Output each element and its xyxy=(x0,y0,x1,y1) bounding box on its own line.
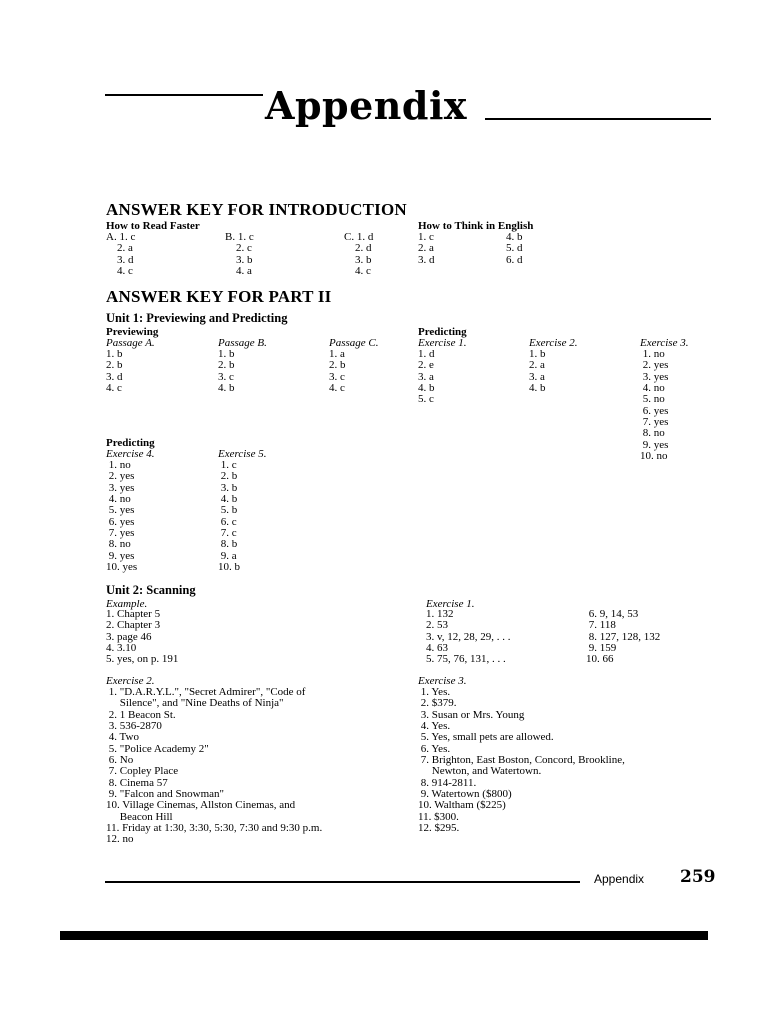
list-item: 4. c xyxy=(344,265,371,278)
list-item: 9. a xyxy=(218,549,237,562)
list-item: 3. c xyxy=(329,370,345,383)
list-item: 10. no xyxy=(640,450,668,463)
list-item: 8. 914-2811. xyxy=(418,776,477,789)
list-item: A. 1. c xyxy=(106,231,136,243)
list-item: 7. yes xyxy=(106,527,135,540)
list-item: 3. page 46 xyxy=(106,630,152,643)
list-item: 3. d xyxy=(418,253,435,266)
list-item: 1. c xyxy=(418,231,434,243)
list-item: 10. Village Cinemas, Allston Cinemas, and xyxy=(106,799,296,812)
list-item: 2. a xyxy=(418,242,434,255)
ex1-label: Exercise 1. xyxy=(418,337,467,349)
list-item: 2. b xyxy=(218,470,238,483)
footer-label: Appendix xyxy=(594,872,645,886)
list-item: 4. no xyxy=(640,382,665,395)
list-item: 9. 159 xyxy=(586,642,617,655)
title-rule-left xyxy=(105,94,263,96)
list-item: 3. c xyxy=(218,370,234,383)
list-item: 3. d xyxy=(106,253,134,266)
list-item: 6. d xyxy=(506,253,523,266)
list-item: 1. a xyxy=(329,348,345,360)
think-english-col2 xyxy=(506,232,523,266)
list-item: 7. Copley Place xyxy=(106,765,179,778)
list-item: 4. Two xyxy=(106,731,139,744)
list-item: 8. Cinema 57 xyxy=(106,776,168,789)
list-item: C. 1. d xyxy=(344,231,374,243)
list-item: 10. 66 xyxy=(586,653,614,666)
list-item: 1. d xyxy=(418,348,435,360)
list-item: 2. d xyxy=(344,242,372,255)
list-item: 3. b xyxy=(218,481,238,494)
list-item: 5. 75, 76, 131, . . . xyxy=(426,653,506,666)
list-item: 6. 9, 14, 53 xyxy=(586,608,639,620)
list-item: 5. "Police Academy 2" xyxy=(106,742,209,755)
think-english-label: How to Think in English xyxy=(418,220,534,232)
list-item: 2. a xyxy=(106,242,133,255)
think-english-col1 xyxy=(418,232,435,266)
list-item: 1. b xyxy=(529,348,546,360)
list-item: 4. 63 xyxy=(426,642,448,655)
list-item: 4. a xyxy=(225,265,252,278)
ex4-items xyxy=(106,460,137,573)
list-item: 4. c xyxy=(106,382,122,395)
unit1-heading: Unit 1: Previewing and Predicting xyxy=(106,311,288,325)
list-item: 3. b xyxy=(225,253,253,266)
list-item: 12. $295. xyxy=(418,822,460,835)
list-item: 3. d xyxy=(106,370,123,383)
part2-heading: ANSWER KEY FOR PART II xyxy=(106,287,332,306)
list-item: 4. b xyxy=(506,231,523,243)
list-item: 2. 1 Beacon St. xyxy=(106,708,176,721)
list-item: 2. a xyxy=(529,359,545,372)
list-item: 4. 3.10 xyxy=(106,642,137,655)
list-item: 3. a xyxy=(418,370,434,383)
list-item: 2. b xyxy=(329,359,346,372)
list-item: 7. c xyxy=(218,527,237,540)
passage-b-label: Passage B. xyxy=(218,337,267,349)
list-item: 1. 132 xyxy=(426,608,454,620)
read-faster-col-c xyxy=(344,232,373,277)
passage-c-items xyxy=(329,349,346,394)
list-item: 9. Watertown ($800) xyxy=(418,788,512,801)
list-item: 5. no xyxy=(640,393,665,406)
list-item: 3. yes xyxy=(640,370,669,383)
ex2-label: Exercise 2. xyxy=(529,337,578,349)
list-item: 5. c xyxy=(418,393,434,406)
list-item: 1. no xyxy=(106,459,131,471)
list-item: Silence", and "Nine Deaths of Ninja" xyxy=(106,697,284,710)
list-item: 1. Chapter 5 xyxy=(106,608,161,620)
list-item: 3. b xyxy=(344,253,372,266)
passage-a-items xyxy=(106,349,123,394)
list-item: 1. Yes. xyxy=(418,686,451,698)
list-item: 9. yes xyxy=(106,549,135,562)
list-item: 3. 536-2870 xyxy=(106,720,162,733)
ex5-items xyxy=(218,460,240,573)
list-item: 2. b xyxy=(218,359,235,372)
list-item: 10. yes xyxy=(106,561,138,574)
list-item: 2. 53 xyxy=(426,619,448,632)
list-item: 6. No xyxy=(106,754,134,767)
u2-ex1-col1 xyxy=(426,609,511,666)
list-item: 6. yes xyxy=(106,515,135,528)
list-item: 1. b xyxy=(218,348,235,360)
list-item: 3. yes xyxy=(106,481,135,494)
intro-heading: ANSWER KEY FOR INTRODUCTION xyxy=(106,200,407,219)
list-item: 9. "Falcon and Snowman" xyxy=(106,788,225,801)
list-item: 10. Waltham ($225) xyxy=(418,799,506,812)
page-number: 259 xyxy=(680,867,716,887)
list-item: 6. c xyxy=(218,515,237,528)
predicting-label: Predicting xyxy=(418,326,467,338)
list-item: 4. b xyxy=(218,382,235,395)
example-label: Example. xyxy=(106,598,148,610)
list-item: B. 1. c xyxy=(225,231,254,243)
list-item: Newton, and Watertown. xyxy=(418,765,542,778)
passage-b-items xyxy=(218,349,235,394)
list-item: 9. yes xyxy=(640,438,669,451)
example-items xyxy=(106,609,178,666)
unit2-heading: Unit 2: Scanning xyxy=(106,583,196,597)
bottom-thick-rule xyxy=(60,931,708,940)
list-item: 4. c xyxy=(329,382,345,395)
passage-c-label: Passage C. xyxy=(329,337,379,349)
list-item: 5. Yes, small pets are allowed. xyxy=(418,731,554,744)
list-item: 1. no xyxy=(640,348,665,360)
title-rule-right xyxy=(485,118,711,120)
list-item: Beacon Hill xyxy=(106,810,173,823)
u2-ex3-items xyxy=(418,687,625,834)
list-item: 5. yes, on p. 191 xyxy=(106,653,179,666)
u2-ex2-items xyxy=(106,687,322,846)
list-item: 2. $379. xyxy=(418,697,457,710)
ex4-label: Exercise 4. xyxy=(106,448,155,460)
ex3-label: Exercise 3. xyxy=(640,337,689,349)
list-item: 10. b xyxy=(218,561,240,574)
read-faster-col-a xyxy=(106,232,135,277)
ex5-label: Exercise 5. xyxy=(218,448,267,460)
list-item: 8. 127, 128, 132 xyxy=(586,630,661,643)
predicting2-label: Predicting xyxy=(106,437,155,449)
ex2-items xyxy=(529,349,546,394)
list-item: 4. b xyxy=(529,382,546,395)
list-item: 5. yes xyxy=(106,504,135,517)
list-item: 4. c xyxy=(106,265,133,278)
list-item: 11. $300. xyxy=(418,810,459,823)
list-item: 4. Yes. xyxy=(418,720,451,733)
u2-ex2-label: Exercise 2. xyxy=(106,675,155,687)
read-faster-label: How to Read Faster xyxy=(106,220,200,232)
ex1-items xyxy=(418,349,435,406)
list-item: 1. c xyxy=(218,459,237,471)
previewing-label: Previewing xyxy=(106,326,159,338)
list-item: 2. e xyxy=(418,359,434,372)
list-item: 4. no xyxy=(106,493,131,506)
list-item: 4. b xyxy=(418,382,435,395)
passage-a-label: Passage A. xyxy=(106,337,155,349)
list-item: 4. b xyxy=(218,493,238,506)
list-item: 6. yes xyxy=(640,404,669,417)
read-faster-col-b xyxy=(225,232,254,277)
list-item: 2. b xyxy=(106,359,123,372)
list-item: 11. Friday at 1:30, 3:30, 5:30, 7:30 and 9:30 p.m. xyxy=(106,822,323,835)
list-item: 8. no xyxy=(640,427,665,440)
list-item: 7. 118 xyxy=(586,619,616,632)
list-item: 3. v, 12, 28, 29, . . . xyxy=(426,630,511,643)
list-item: 12. no xyxy=(106,833,134,846)
list-item: 8. no xyxy=(106,538,131,551)
list-item: 2. Chapter 3 xyxy=(106,619,161,632)
footer-rule xyxy=(105,881,580,883)
list-item: 2. yes xyxy=(640,359,669,372)
u2-ex1-col2 xyxy=(586,609,660,666)
u2-ex1-label: Exercise 1. xyxy=(426,598,475,610)
page-title: Appendix xyxy=(265,83,468,128)
list-item: 7. Brighton, East Boston, Concord, Brookline, xyxy=(418,754,625,767)
list-item: 3. a xyxy=(529,370,545,383)
list-item: 1. "D.A.R.Y.L.", "Secret Admirer", "Code of xyxy=(106,686,306,698)
list-item: 7. yes xyxy=(640,416,669,429)
list-item: 5. d xyxy=(506,242,523,255)
list-item: 3. Susan or Mrs. Young xyxy=(418,708,525,721)
list-item: 2. c xyxy=(225,242,252,255)
list-item: 2. yes xyxy=(106,470,135,483)
list-item: 1. b xyxy=(106,348,123,360)
list-item: 6. Yes. xyxy=(418,742,451,755)
ex3-items xyxy=(640,349,668,462)
u2-ex3-label: Exercise 3. xyxy=(418,675,467,687)
list-item: 5. b xyxy=(218,504,238,517)
list-item: 8. b xyxy=(218,538,238,551)
